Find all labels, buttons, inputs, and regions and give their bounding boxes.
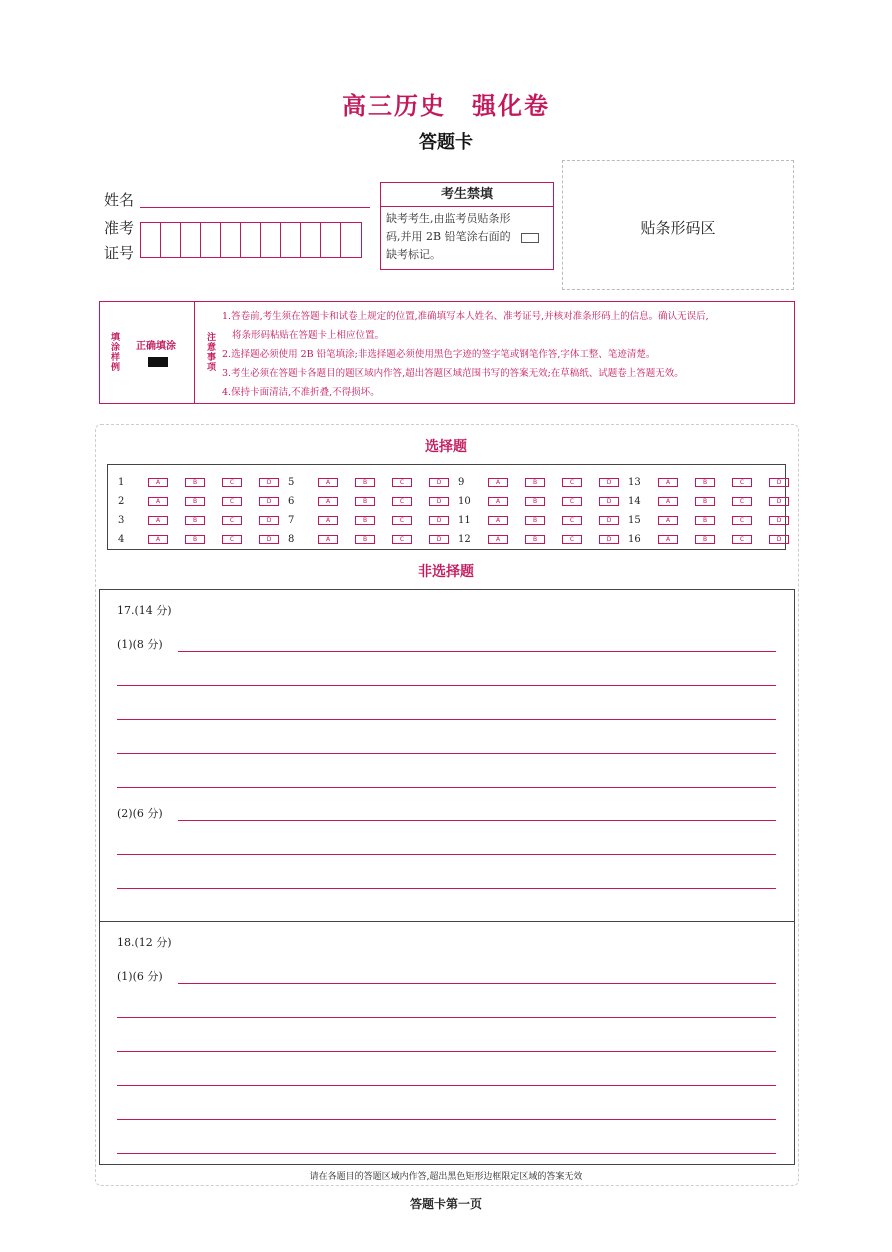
choice-row [288, 473, 466, 492]
name-field[interactable] [140, 207, 370, 208]
id-digit-cell[interactable] [341, 223, 361, 257]
answer-bubble[interactable]: C [732, 516, 752, 525]
choice-column [118, 473, 296, 549]
answer-line[interactable] [117, 888, 776, 889]
id-label-line1: 准考 [104, 219, 135, 237]
question-number: 3 [118, 515, 125, 526]
id-digit-cell[interactable] [201, 223, 221, 257]
notice-item: 3.考生必须在答题卡各题目的题区域内作答,超出答题区域范围书写的答案无效;在草稿纸、试题卷上答题无效。 [222, 368, 684, 379]
answer-bubble[interactable]: A [488, 516, 508, 525]
subject-title: 高三历史 [342, 92, 446, 120]
choice-column [628, 473, 806, 549]
choice-row [118, 492, 296, 511]
answer-bubble[interactable]: C [222, 516, 242, 525]
answer-bubble[interactable]: D [259, 516, 279, 525]
nonchoice-answer-box [99, 589, 795, 1165]
choice-row [628, 530, 806, 549]
question-number: 11 [458, 515, 471, 526]
answer-bubble[interactable]: B [525, 535, 545, 544]
question-divider [100, 921, 794, 922]
answer-line[interactable] [117, 1153, 776, 1154]
answer-line[interactable] [117, 685, 776, 686]
answer-bubble[interactable]: B [355, 478, 375, 487]
absent-heading: 考生禁填 [381, 183, 553, 207]
answer-bubble[interactable]: C [562, 497, 582, 506]
question-number: 1 [118, 477, 125, 488]
answer-bubble[interactable]: C [562, 478, 582, 487]
answer-bubble[interactable]: A [488, 535, 508, 544]
answer-bubble[interactable]: B [185, 478, 205, 487]
answer-bubble[interactable]: D [599, 478, 619, 487]
question-number: 9 [458, 477, 465, 488]
question-number: 5 [288, 477, 295, 488]
answer-bubble[interactable]: B [355, 497, 375, 506]
answer-bubble[interactable]: C [222, 535, 242, 544]
correct-fill-swatch [148, 357, 168, 367]
question-number: 4 [118, 534, 125, 545]
answer-bubble[interactable]: A [318, 478, 338, 487]
choice-row [458, 530, 636, 549]
answer-bubble[interactable]: B [185, 535, 205, 544]
id-digit-cell[interactable] [261, 223, 281, 257]
fill-sample-label: 填涂样例 [109, 332, 119, 372]
answer-bubble[interactable]: B [525, 516, 545, 525]
question-18-title: 18.(12 分) [117, 936, 172, 949]
question-number: 12 [458, 534, 471, 545]
question-17-part1-label: (1)(8 分) [117, 638, 163, 651]
answer-bubble[interactable]: C [222, 478, 242, 487]
answer-bubble[interactable]: C [562, 516, 582, 525]
answer-line[interactable] [178, 820, 776, 821]
answer-bubble[interactable]: D [769, 516, 789, 525]
answer-bubble[interactable]: A [318, 516, 338, 525]
answer-bubble[interactable]: A [488, 478, 508, 487]
choice-row [628, 492, 806, 511]
answer-line[interactable] [117, 854, 776, 855]
id-digit-cell[interactable] [301, 223, 321, 257]
answer-bubble[interactable]: B [695, 535, 715, 544]
answer-bubble[interactable]: B [525, 497, 545, 506]
answer-bubble[interactable]: A [488, 497, 508, 506]
answer-bubble[interactable]: B [525, 478, 545, 487]
barcode-area [562, 160, 794, 290]
answer-bubble[interactable]: D [599, 516, 619, 525]
answer-bubble[interactable]: D [599, 497, 619, 506]
id-digit-cell[interactable] [141, 223, 161, 257]
answer-bubble[interactable]: D [429, 535, 449, 544]
answer-bubble[interactable]: C [392, 497, 412, 506]
choice-row [288, 492, 466, 511]
question-number: 2 [118, 496, 125, 507]
question-number: 7 [288, 515, 295, 526]
question-number: 10 [458, 496, 471, 507]
name-label: 姓名 [104, 191, 135, 209]
answer-bubble[interactable]: B [185, 516, 205, 525]
answer-bubble[interactable]: A [658, 497, 678, 506]
page-label: 答题卡第一页 [409, 1197, 482, 1211]
question-number: 6 [288, 496, 295, 507]
question-number: 13 [628, 477, 641, 488]
paper-type: 强化卷 [472, 92, 550, 120]
choice-row [458, 473, 636, 492]
answer-bubble[interactable]: A [148, 478, 168, 487]
choice-row [118, 473, 296, 492]
answer-bubble[interactable]: B [355, 516, 375, 525]
answer-bubble[interactable]: C [732, 497, 752, 506]
notice-panel [99, 301, 795, 404]
id-digit-cell[interactable] [161, 223, 181, 257]
answer-bubble[interactable]: D [769, 535, 789, 544]
question-number: 15 [628, 515, 641, 526]
card-title [0, 86, 892, 121]
choice-row [458, 511, 636, 530]
answer-line[interactable] [117, 787, 776, 788]
answer-bubble[interactable]: C [732, 478, 752, 487]
footer-warning: 请在各题目的答题区域内作答,超出黑色矩形边框限定区域的答案无效 [309, 1172, 583, 1182]
answer-bubble[interactable]: D [429, 497, 449, 506]
notice-item: 4.保持卡面清洁,不准折叠,不得损坏。 [222, 387, 380, 398]
answer-line[interactable] [117, 1085, 776, 1086]
choice-row [628, 473, 806, 492]
choice-section-title: 选择题 [425, 439, 467, 455]
answer-line[interactable] [178, 651, 776, 652]
answer-line[interactable] [117, 719, 776, 720]
answer-bubble[interactable]: D [259, 535, 279, 544]
answer-bubble[interactable]: B [695, 516, 715, 525]
notice-item: 2.选择题必须使用 2B 铅笔填涂;非选择题必须使用黑色字迹的签字笔或钢笔作答,字体工整、笔迹清楚。 [222, 349, 656, 360]
answer-bubble[interactable]: A [658, 535, 678, 544]
answer-bubble[interactable]: B [185, 497, 205, 506]
choice-row [118, 530, 296, 549]
answer-bubble[interactable]: C [392, 516, 412, 525]
answer-bubble[interactable]: D [259, 478, 279, 487]
answer-bubble[interactable]: C [392, 535, 412, 544]
card-subtitle: 答题卡 [419, 132, 473, 153]
nonchoice-section-title: 非选择题 [418, 564, 474, 580]
id-digit-cell[interactable] [181, 223, 201, 257]
answer-bubble[interactable]: C [392, 478, 412, 487]
answer-line[interactable] [178, 983, 776, 984]
absent-mark-box [380, 182, 554, 270]
answer-bubble[interactable]: C [562, 535, 582, 544]
answer-bubble[interactable]: D [429, 478, 449, 487]
answer-bubble[interactable]: D [259, 497, 279, 506]
absent-instructions: 缺考考生,由监考员贴条形码,并用 2B 铅笔涂右面的缺考标记。 [386, 212, 511, 261]
answer-bubble[interactable]: A [658, 478, 678, 487]
question-17-title: 17.(14 分) [117, 604, 172, 617]
id-digit-cell[interactable] [281, 223, 301, 257]
answer-bubble[interactable]: D [769, 497, 789, 506]
id-digit-cell[interactable] [241, 223, 261, 257]
choice-row [628, 511, 806, 530]
id-number-grid[interactable] [140, 222, 362, 258]
answer-bubble[interactable]: C [732, 535, 752, 544]
answer-bubble[interactable]: A [148, 535, 168, 544]
answer-bubble[interactable]: D [769, 478, 789, 487]
answer-bubble[interactable]: D [429, 516, 449, 525]
id-label-line2: 证号 [104, 244, 135, 262]
question-18-part1-label: (1)(6 分) [117, 970, 163, 983]
choice-row [288, 511, 466, 530]
correct-fill-label: 正确填涂 [136, 341, 176, 352]
notice-item: 将条形码粘贴在答题卡上相应位置。 [232, 330, 385, 341]
answer-bubble[interactable]: B [695, 497, 715, 506]
answer-bubble[interactable]: C [222, 497, 242, 506]
answer-bubble[interactable]: B [695, 478, 715, 487]
notes-label: 注意事项 [205, 332, 215, 372]
choice-column [458, 473, 636, 549]
answer-line[interactable] [117, 1119, 776, 1120]
question-number: 14 [628, 496, 641, 507]
question-number: 16 [628, 534, 641, 545]
answer-bubble[interactable]: A [318, 497, 338, 506]
answer-line[interactable] [117, 753, 776, 754]
answer-bubble[interactable]: B [355, 535, 375, 544]
choice-row [458, 492, 636, 511]
answer-line[interactable] [117, 1051, 776, 1052]
id-digit-cell[interactable] [321, 223, 341, 257]
answer-bubble[interactable]: A [658, 516, 678, 525]
barcode-label: 贴条形码区 [640, 219, 716, 237]
choice-column [288, 473, 466, 549]
choice-row [288, 530, 466, 549]
id-digit-cell[interactable] [221, 223, 241, 257]
absent-mark-checkbox[interactable] [521, 233, 539, 243]
notice-item: 1.答卷前,考生须在答题卡和试卷上规定的位置,准确填写本人姓名、准考证号,并核对准条形码上的信息。确认无误后, [222, 311, 709, 322]
answer-line[interactable] [117, 1017, 776, 1018]
question-number: 8 [288, 534, 295, 545]
question-17-part2-label: (2)(6 分) [117, 807, 163, 820]
answer-bubble[interactable]: A [318, 535, 338, 544]
answer-bubble[interactable]: D [599, 535, 619, 544]
notice-divider [194, 302, 195, 403]
notice-items [222, 307, 787, 402]
choice-answer-grid [107, 464, 786, 550]
choice-row [118, 511, 296, 530]
answer-bubble[interactable]: A [148, 516, 168, 525]
answer-bubble[interactable]: A [148, 497, 168, 506]
